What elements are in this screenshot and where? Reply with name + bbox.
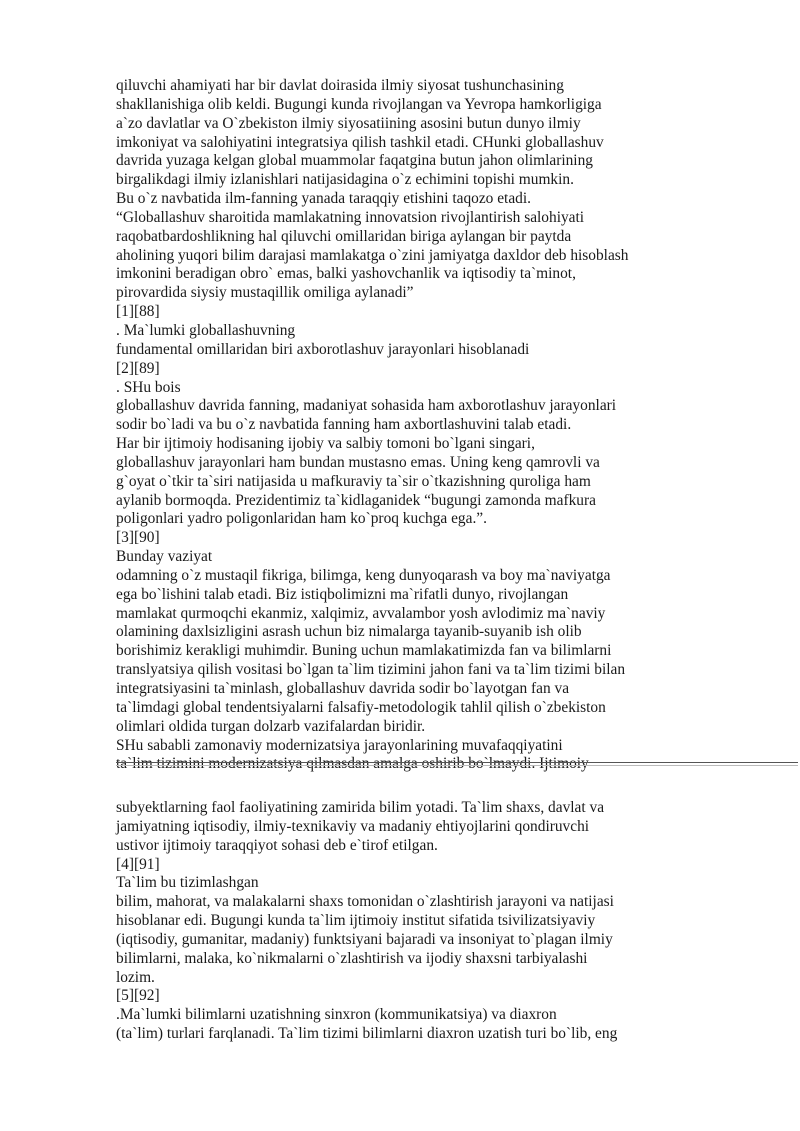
text-line: translyatsiya qilish vositasi bo`lgan ta`lim tizimini jahon fani va ta`lim tizimi bilan — [116, 661, 626, 679]
text-line: [4][91] — [116, 855, 160, 873]
text-line: fundamental omillaridan biri axborotlashuv jarayonlari hisoblanadi — [116, 340, 530, 358]
text-line: subyektlarning faol faoliyatining zamirida bilim yotadi. Ta`lim shaxs, davlat va — [116, 799, 605, 816]
text-line: bilim, mahorat, va malakalarni shaxs tomonidan o`zlashtirish jarayoni va natijasi — [116, 893, 614, 911]
text-line: mamlakat qurmoqchi ekanmiz, xalqimiz, avvalambor yosh avlodimiz ma`naviy — [116, 604, 606, 622]
text-line: olimlari oldida turgan dolzarb vazifalardan biridir. — [116, 717, 426, 735]
text-line: (ta`lim) turlari farqlanadi. Ta`lim tizimi bilimlarni diaxron uzatish turi bo`lib, eng — [116, 1025, 618, 1043]
text-line: Bunday vaziyat — [116, 548, 213, 566]
text-line: [1][88] — [116, 303, 160, 321]
text-line: birgalikdagi ilmiy izlanishlari natijasidagina o`z echimini topishi mumkin. — [116, 171, 574, 189]
text-line: ta`limdagi global tendentsiyalarni falsafiy-metodologik tahlil qilish o`zbekiston — [116, 698, 606, 716]
text-line: Bu o`z navbatida ilm-fanning yanada taraqqiy etishini taqozo etadi. — [116, 190, 531, 208]
text-line: olamining daxlsizligini asrash uchun biz nimalarga tayanib-suyanib ish olib — [116, 623, 582, 641]
text-line: jamiyatning iqtisodiy, ilmiy-texnikaviy va madaniy ehtiyojlarini qondiruvchi — [116, 817, 590, 835]
text-line: shakllanishiga olib keldi. Bugungi kunda rivojlangan va Yevropa hamkorligiga — [116, 95, 602, 113]
text-line: SHu sababli zamonaviy modernizatsiya jarayonlarining muvafaqqiyatini — [116, 736, 563, 754]
text-block-upper — [116, 77, 796, 774]
text-line: . SHu bois — [116, 378, 181, 396]
text-line: Ta`lim bu tizimlashgan — [116, 874, 259, 892]
text-line: [2][89] — [116, 359, 160, 377]
text-line: bilimlarni, malaka, ko`nikmalarni o`zlashtirish va ijodiy shaxsni tarbiyalashi — [116, 949, 588, 967]
text-line: ta`lim tizimini modernizatsiya qilmasdan amalga oshirib bo`lmaydi. Ijtimoiy — [116, 755, 589, 773]
text-line: davrida yuzaga kelgan global muammolar faqatgina butun jahon olimlarining — [116, 152, 593, 170]
text-line: aholining yuqori bilim darajasi mamlakatga o`zini jamiyatga daxldor deb hisoblash — [116, 246, 629, 264]
text-line: [5][92] — [116, 987, 160, 1005]
text-line: sodir bo`ladi va bu o`z navbatida fanning ham axbortlashuvini talab etadi. — [116, 416, 572, 434]
text-line: poligonlari yadro poligonlaridan ham ko`proq kuchga ega.”. — [116, 510, 487, 528]
text-line: . Ma`lumki globallashuvning — [116, 321, 296, 339]
text-line: raqobatbardoshlikning hal qiluvchi omillaridan biriga aylangan bir paytda — [116, 227, 572, 245]
text-line: pirovardida siysiy mustaqillik omiliga aylanadi” — [116, 284, 414, 302]
text-line: ega bo`lishini talab etadi. Biz istiqbolimizni ma`rifatli dunyo, rivojlangan — [116, 585, 569, 603]
text-line: imkonini beradigan obro` emas, balki yashovchanlik va iqtisodiy ta`minot, — [116, 265, 576, 283]
text-line: g`oyat o`tkir ta`siri natijasida u mafkuraviy ta`sir o`tkazishning quroliga ham — [116, 472, 591, 490]
text-line: .Ma`lumki bilimlarni uzatishning sinxron (kommunikatsiya) va diaxron — [116, 1006, 557, 1024]
text-line: odamning o`z mustaqil fikriga, bilimga, keng dunyoqarash va boy ma`naviyatga — [116, 566, 611, 584]
text-line: ustivor ijtimoiy taraqqiyot sohasi deb e`tirof etilgan. — [116, 836, 438, 854]
text-line: borishimiz kerakligi muhimdir. Buning uchun mamlakatimizda fan va bilimlarni — [116, 642, 612, 660]
text-line: lozim. — [116, 968, 155, 986]
text-line: “Globallashuv sharoitida mamlakatning innovatsion rivojlantirish salohiyati — [116, 208, 585, 226]
text-line: aylanib bormoqda. Prezidentimiz ta`kidlaganidek “bugungi zamonda mafkura — [116, 491, 596, 509]
text-line: imkoniyat va salohiyatini integratsiya qilish tashkil etadi. CHunki globallashuv — [116, 133, 604, 151]
text-line: globallashuv davrida fanning, madaniyat sohasida ham axborotlashuv jarayonlari — [116, 397, 617, 415]
text-line: hisoblanar edi. Bugungi kunda ta`lim ijtimoiy institut sifatida tsivilizatsiyaviy — [116, 912, 596, 930]
text-line: integratsiyasini ta`minlash, globallashuv davrida sodir bo`layotgan fan va — [116, 680, 570, 697]
text-line: Har bir ijtimoiy hodisaning ijobiy va salbiy tomoni bo`lgani singari, — [116, 435, 535, 453]
text-line: qiluvchi ahamiyati har bir davlat doirasida ilmiy siyosat tushunchasining — [116, 77, 564, 94]
text-line: globallashuv jarayonlari ham bundan mustasno emas. Uning keng qamrovli va — [116, 453, 600, 471]
page-break-shadow — [116, 765, 798, 766]
text-line: a`zo davlatlar va O`zbekiston ilmiy siyosatiining asosini butun dunyo ilmiy — [116, 114, 581, 132]
text-block-lower — [116, 799, 796, 1044]
page-break-line — [116, 762, 798, 763]
text-line: (iqtisodiy, gumanitar, madaniy) funktsiyani bajaradi va insoniyat to`plagan ilmiy — [116, 930, 613, 948]
text-line: [3][90] — [116, 529, 160, 547]
